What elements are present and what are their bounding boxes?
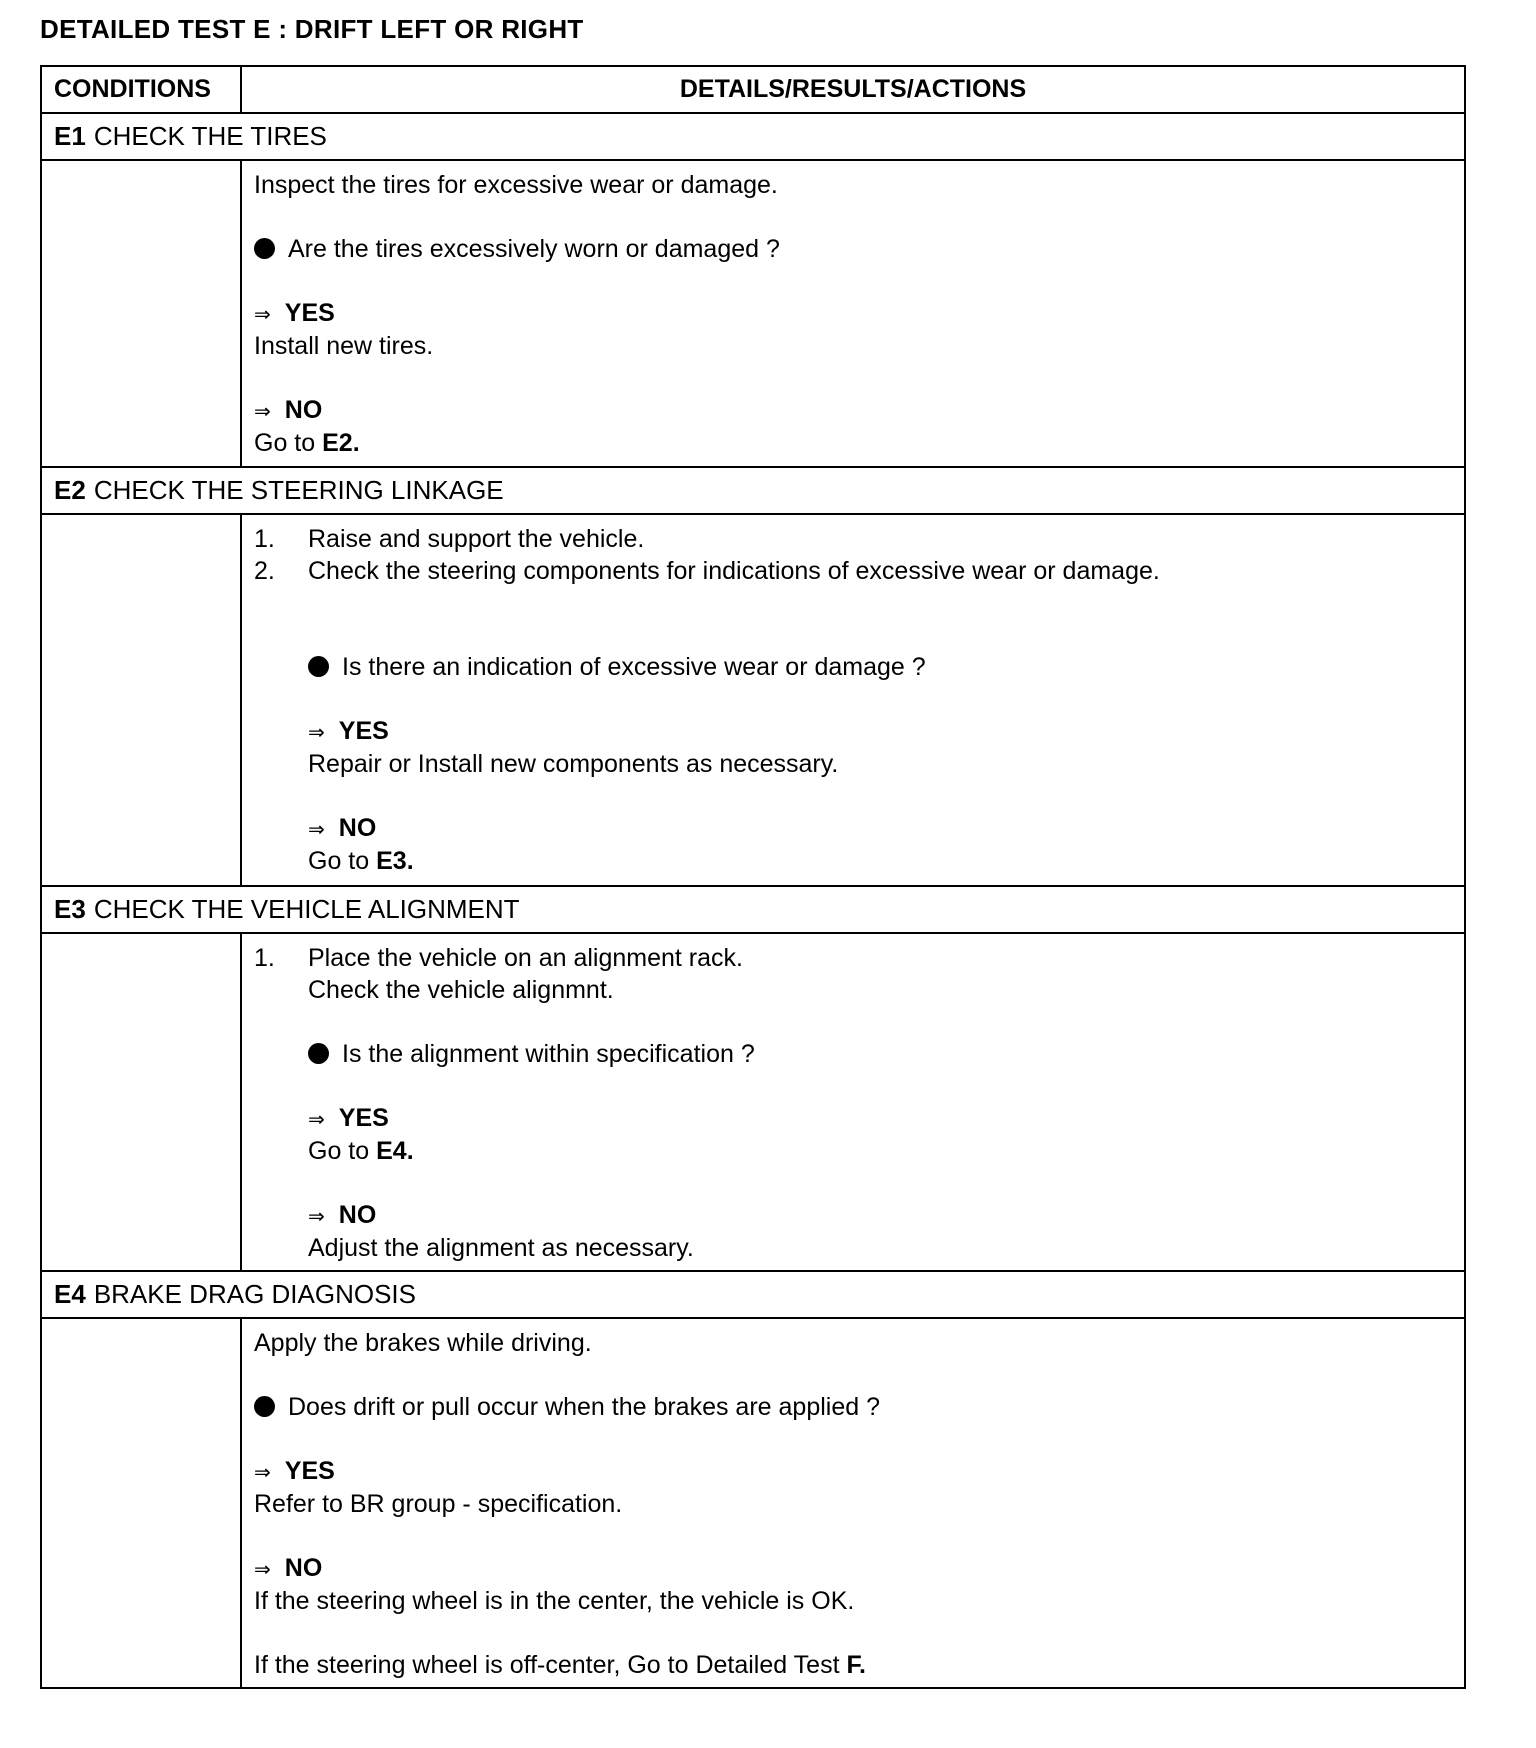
yes-branch (254, 297, 1450, 330)
bullet-icon (254, 1396, 275, 1417)
step-title: CHECK THE STEERING LINKAGE (93, 475, 504, 505)
conditions-cell (41, 514, 241, 886)
no-branch (254, 1552, 1450, 1585)
question-text: Does drift or pull occur when the brakes are applied ? (288, 1393, 880, 1421)
no-label: NO (284, 396, 323, 424)
step-body-e1 (41, 160, 1465, 467)
bullet-icon (254, 238, 275, 259)
step-heading-e2 (41, 467, 1465, 514)
step-body-e4 (41, 1318, 1465, 1688)
no-action (254, 427, 1450, 459)
details-cell (241, 1318, 1465, 1688)
step-number: 1. (254, 525, 275, 553)
numbered-step (254, 942, 1450, 974)
step-text: Raise and support the vehicle. (308, 525, 645, 553)
arrow-icon: ⇒ (308, 1107, 325, 1131)
no-branch (254, 394, 1450, 427)
step-title: BRAKE DRAG DIAGNOSIS (93, 1279, 416, 1309)
step-text: Check the steering components for indications of excessive wear or damage. (308, 557, 1160, 585)
step-body-e2 (41, 514, 1465, 886)
arrow-icon: ⇒ (254, 399, 271, 423)
question-text: Are the tires excessively worn or damaged ? (288, 235, 780, 263)
yes-action (254, 1135, 1450, 1167)
details-header: DETAILS/RESULTS/ACTIONS (241, 66, 1465, 113)
bullet-icon (308, 1043, 329, 1064)
instruction-text: Apply the brakes while driving. (254, 1329, 592, 1357)
yes-branch (254, 715, 1450, 748)
step-id: E3 (54, 894, 86, 924)
step-text: Place the vehicle on an alignment rack. (308, 944, 743, 972)
yes-label: YES (338, 717, 389, 745)
step-row-e2 (41, 467, 1465, 514)
details-cell (241, 514, 1465, 886)
numbered-step (254, 555, 1450, 587)
question-line (254, 233, 1450, 265)
no-action-prefix: If the steering wheel is off-center, Go to Detailed Test (254, 1651, 840, 1679)
step-heading-e4 (41, 1271, 1465, 1318)
no-action-prefix: Go to (254, 429, 316, 457)
step-row-e4 (41, 1271, 1465, 1318)
goto-target: F. (846, 1651, 866, 1679)
yes-action: Refer to BR group - specification. (254, 1490, 623, 1518)
question-line (254, 1038, 1450, 1070)
no-action-offcenter (254, 1649, 1450, 1681)
step-title: CHECK THE VEHICLE ALIGNMENT (93, 894, 520, 924)
yes-branch (254, 1102, 1450, 1135)
conditions-header: CONDITIONS (41, 66, 241, 113)
step-id: E4 (54, 1279, 86, 1309)
table-header-row (41, 66, 1465, 113)
step-number: 2. (254, 557, 275, 585)
no-action: Adjust the alignment as necessary. (308, 1234, 694, 1262)
no-action: If the steering wheel is in the center, the vehicle is OK. (254, 1587, 855, 1615)
instruction-text: Inspect the tires for excessive wear or damage. (254, 171, 778, 199)
details-cell (241, 160, 1465, 467)
arrow-icon: ⇒ (254, 1460, 271, 1484)
no-branch (254, 812, 1450, 845)
step-row-e3 (41, 886, 1465, 933)
step-body-e3 (41, 933, 1465, 1271)
arrow-icon: ⇒ (254, 1557, 271, 1581)
details-cell (241, 933, 1465, 1271)
conditions-cell (41, 933, 241, 1271)
goto-target: E3. (376, 847, 414, 875)
bullet-icon (308, 656, 329, 677)
yes-branch (254, 1455, 1450, 1488)
step-text-continued: Check the vehicle alignmnt. (308, 976, 614, 1004)
arrow-icon: ⇒ (254, 302, 271, 326)
question-text: Is there an indication of excessive wear or damage ? (342, 653, 926, 681)
yes-action: Repair or Install new components as necessary. (308, 750, 839, 778)
conditions-cell (41, 1318, 241, 1688)
detailed-test-table (40, 65, 1466, 1689)
step-heading-e3 (41, 886, 1465, 933)
arrow-icon: ⇒ (308, 720, 325, 744)
arrow-icon: ⇒ (308, 817, 325, 841)
step-id: E2 (54, 475, 86, 505)
no-label: NO (284, 1554, 323, 1582)
no-label: NO (338, 1201, 377, 1229)
conditions-cell (41, 160, 241, 467)
no-label: NO (338, 814, 377, 842)
question-line (254, 1391, 1450, 1423)
step-heading-e1 (41, 113, 1465, 160)
question-line (254, 651, 1450, 683)
numbered-step (254, 523, 1450, 555)
yes-label: YES (338, 1104, 389, 1132)
goto-target: E2. (322, 429, 360, 457)
step-title: CHECK THE TIRES (93, 121, 327, 151)
arrow-icon: ⇒ (308, 1204, 325, 1228)
no-action (254, 845, 1450, 877)
no-action-prefix: Go to (308, 847, 370, 875)
step-row-e1 (41, 113, 1465, 160)
step-id: E1 (54, 121, 86, 151)
yes-action: Install new tires. (254, 332, 434, 360)
question-text: Is the alignment within specification ? (342, 1040, 755, 1068)
yes-action-prefix: Go to (308, 1137, 370, 1165)
yes-label: YES (284, 1457, 335, 1485)
step-number: 1. (254, 944, 275, 972)
document-title: DETAILED TEST E : DRIFT LEFT OR RIGHT (40, 14, 584, 44)
yes-label: YES (284, 299, 335, 327)
no-branch (254, 1199, 1450, 1232)
goto-target: E4. (376, 1137, 414, 1165)
